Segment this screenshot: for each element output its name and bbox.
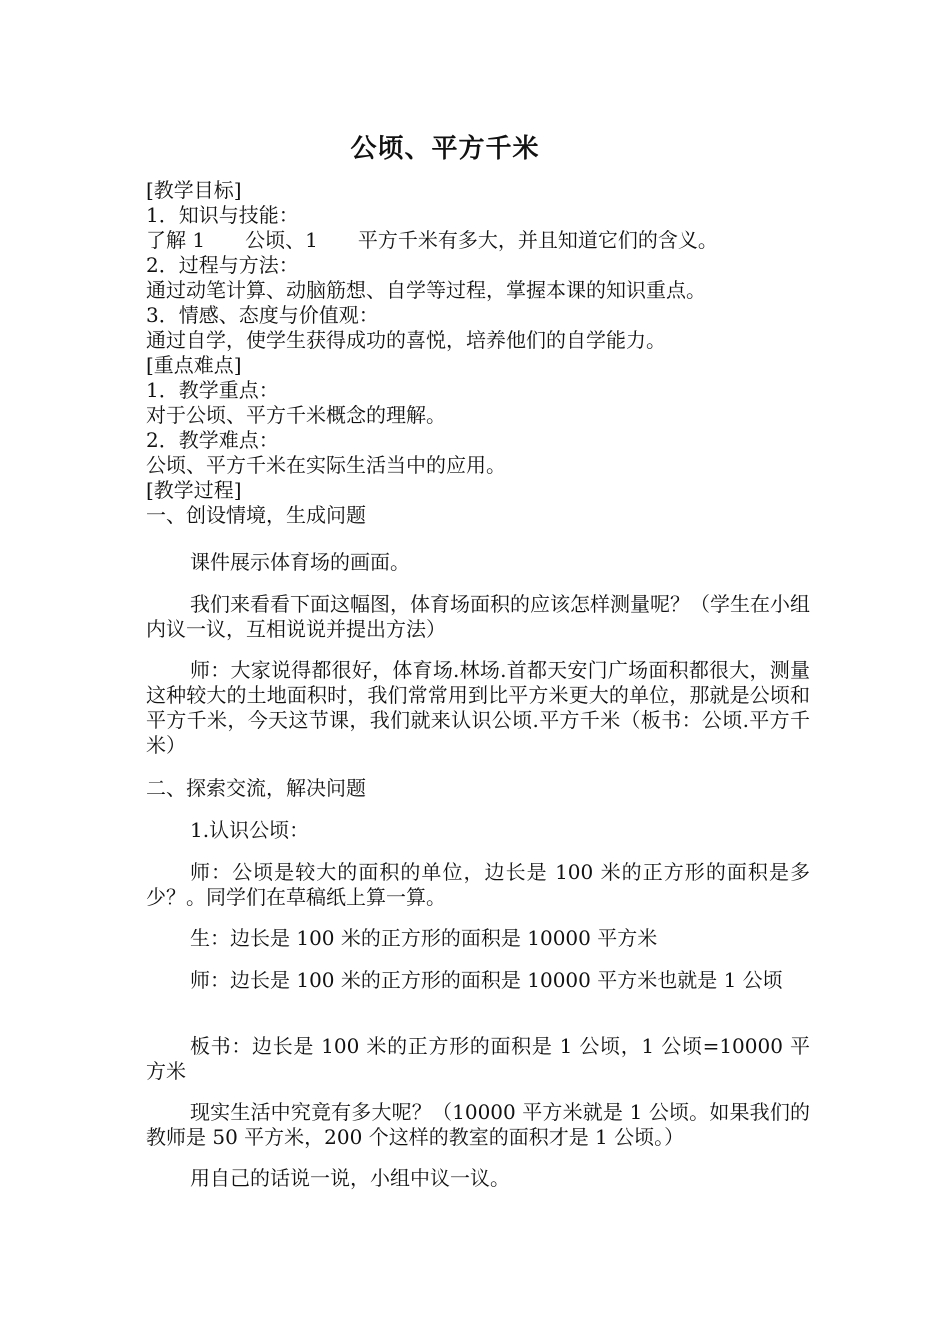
key-point-2-text: 公顷、平方千米在实际生活当中的应用。: [146, 453, 506, 477]
objective-1-label: 1．知识与技能：: [146, 203, 299, 227]
key-points-heading: [重点难点]: [146, 353, 242, 377]
key-point-2-label: 2．教学难点：: [146, 428, 279, 452]
key-point-1-label: 1．教学重点：: [146, 378, 279, 402]
objective-1-text-b: 公顷、1: [245, 228, 318, 252]
objective-1-text-c: 平方千米有多大，并且知道它们的含义。: [357, 228, 718, 252]
paragraph-9: 现实生活中究竟有多大呢？（10000 平方米就是 1 公顷。如果我们的教师是 50 平方米，200 个这样的教室的面积才是 1 公顷。）: [146, 1100, 810, 1149]
paragraph-8: 板书：边长是 100 米的正方形的面积是 1 公顷，1 公顷=10000 平方米: [146, 1034, 810, 1083]
objective-2-label: 2．过程与方法：: [146, 253, 299, 277]
paragraph-5: 师：公顷是较大的面积的单位，边长是 100 米的正方形的面积是多少？。同学们在草稿纸上算一算。: [146, 860, 810, 909]
paragraph-7: 师：边长是 100 米的正方形的面积是 10000 平方米也就是 1 公顷: [190, 968, 783, 992]
section-1-title: 一、创设情境，生成问题: [146, 503, 366, 527]
paragraph-4: 1.认识公顷：: [190, 818, 310, 842]
section-2-title: 二、探索交流，解决问题: [146, 776, 366, 800]
objective-3-label: 3．情感、态度与价值观：: [146, 303, 379, 327]
paragraph-6: 生：边长是 100 米的正方形的面积是 10000 平方米: [190, 926, 658, 950]
objectives-heading: [教学目标]: [146, 178, 242, 202]
objective-1-text: [146, 228, 806, 253]
key-point-1-text: 对于公顷、平方千米概念的理解。: [146, 403, 446, 427]
objective-2-text: 通过动笔计算、动脑筋想、自学等过程，掌握本课的知识重点。: [146, 278, 706, 302]
objective-3-text: 通过自学，使学生获得成功的喜悦，培养他们的自学能力。: [146, 328, 666, 352]
paragraph-1: 课件展示体育场的画面。: [190, 550, 410, 574]
paragraph-10: 用自己的话说一说，小组中议一议。: [190, 1166, 510, 1190]
paragraph-3: 师：大家说得都很好，体育场.林场.首都天安门广场面积都很大，测量这种较大的土地面积时，我们常常用到比平方米更大的单位，那就是公顷和平方千米，今天这节课，我们就来认识公顷.平方千米（板书：公顷.平方千米）: [146, 658, 810, 757]
paragraph-2: 我们来看看下面这幅图，体育场面积的应该怎样测量呢？（学生在小组内议一议，互相说说并提出方法）: [146, 592, 810, 641]
objectives-block: [146, 178, 806, 528]
objective-1-text-a: 了解 1: [146, 228, 206, 252]
document-title: 公顷、平方千米: [350, 134, 540, 164]
process-heading: [教学过程]: [146, 478, 242, 502]
